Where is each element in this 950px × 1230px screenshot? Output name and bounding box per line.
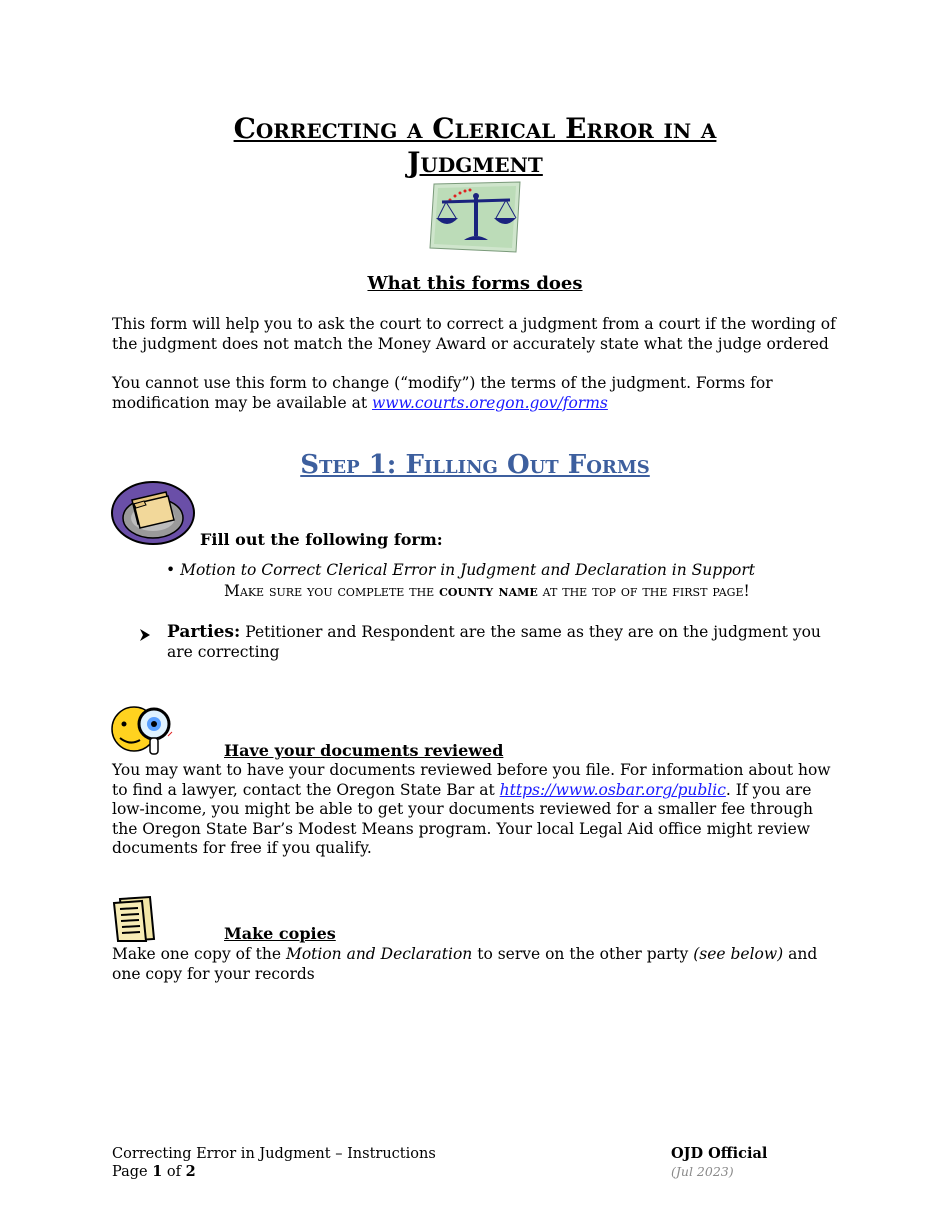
step-1-heading: Step 1: Filling Out Forms bbox=[300, 450, 650, 480]
review-text-2: . If you are low-income, you might be able to get your documents reviewed for a smaller fee through the Oregon State Bar’s Modest Means program. Your local Legal Aid office might review documents for free if you qualify. bbox=[112, 780, 813, 857]
page-title bbox=[0, 112, 950, 180]
magnifying-glass-smiley-icon bbox=[110, 700, 176, 758]
copies-heading: Make copies bbox=[224, 924, 336, 943]
footer-left bbox=[112, 1145, 436, 1181]
copies-paragraph bbox=[112, 945, 842, 984]
scales-of-justice-icon bbox=[428, 178, 522, 254]
what-para-1 bbox=[112, 315, 842, 354]
copies-text-4: (see below) bbox=[693, 945, 784, 963]
parties-item bbox=[167, 623, 837, 662]
folder-icon bbox=[110, 480, 196, 546]
footer-title: Correcting Error in Judgment – Instructions bbox=[112, 1146, 436, 1162]
review-heading: Have your documents reviewed bbox=[224, 741, 504, 760]
copies-text-1: Make one copy of the bbox=[112, 945, 286, 963]
title-line-1: Correcting a Clerical Error in a bbox=[233, 112, 717, 145]
what-para-1-text: This form will help you to ask the court to correct a judgment from a court if the wording of the judgment does not match the Money Award or accurately state what the judge ordered bbox=[112, 315, 836, 353]
form-name: Motion to Correct Clerical Error in Judgment and Declaration in Support bbox=[180, 561, 756, 579]
review-paragraph bbox=[112, 761, 842, 859]
courts-forms-link[interactable]: www.courts.oregon.gov/forms bbox=[372, 393, 608, 412]
copies-text-3: to serve on the other party bbox=[472, 945, 694, 963]
bullet: • bbox=[166, 561, 176, 579]
make-sure-note bbox=[224, 581, 750, 600]
make-sure-end: ! bbox=[743, 582, 750, 600]
copies-text-5: and one copy for your records bbox=[112, 945, 818, 983]
title-line-2: Judgment bbox=[407, 146, 543, 179]
what-this-form-does-heading: What this forms does bbox=[367, 273, 583, 294]
review-text-1: You may want to have your documents reviewed before you file. For information about how to find a lawyer, contact the Oregon State Bar at bbox=[112, 761, 831, 799]
footer-page-number: 1 bbox=[152, 1163, 163, 1180]
parties-text: Petitioner and Respondent are the same as they are on the judgment you are correcting bbox=[167, 623, 821, 661]
form-list-item bbox=[166, 561, 755, 579]
arrow-bullet-icon bbox=[138, 627, 152, 641]
what-para-2 bbox=[112, 374, 842, 413]
footer-page-total: 2 bbox=[185, 1163, 196, 1180]
parties-label: Parties: bbox=[167, 622, 241, 642]
copies-text-2: Motion and Declaration bbox=[285, 945, 473, 963]
footer-right bbox=[671, 1145, 767, 1181]
make-sure-post: at the top of the first page bbox=[537, 582, 744, 600]
what-para-2-text: You cannot use this form to change (“modify”) the terms of the judgment. Forms for modification may be available at bbox=[112, 374, 773, 412]
footer-official: OJD Official bbox=[671, 1145, 768, 1162]
footer-page: Page 1 of 2 bbox=[112, 1163, 196, 1180]
fill-out-heading: Fill out the following form: bbox=[200, 530, 443, 549]
document-copies-icon bbox=[110, 895, 160, 943]
footer-date: (Jul 2023) bbox=[671, 1164, 734, 1179]
osbar-link[interactable]: https://www.osbar.org/public bbox=[499, 780, 726, 799]
make-sure-bold: county name bbox=[439, 581, 538, 600]
make-sure-pre: Make sure you complete the bbox=[224, 582, 440, 600]
